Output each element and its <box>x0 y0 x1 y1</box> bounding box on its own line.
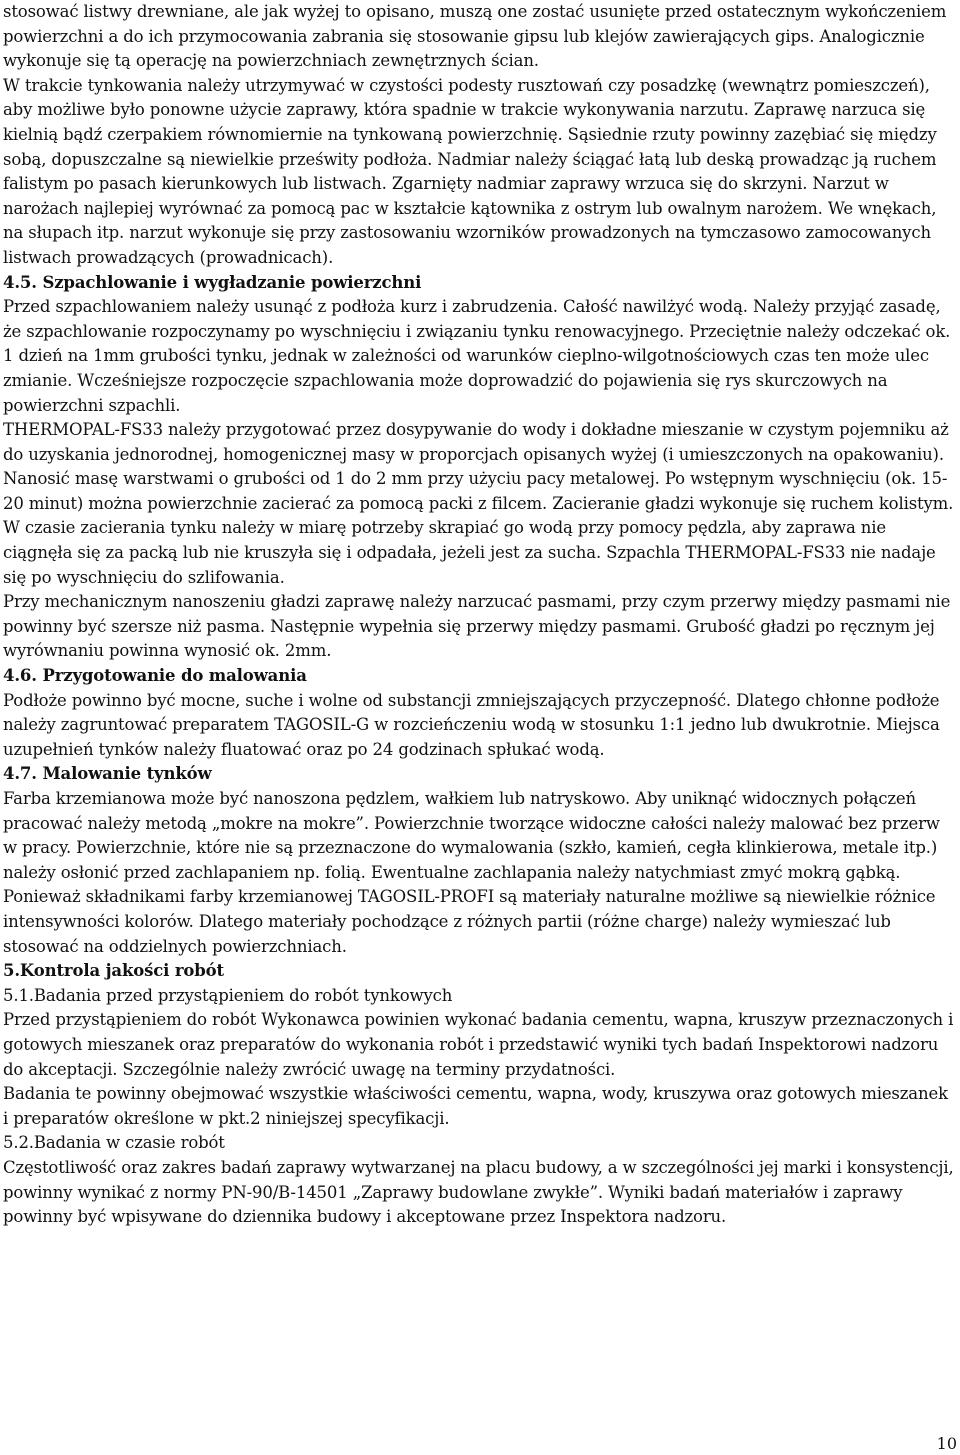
paragraph-before-puttying: Przed szpachlowaniem należy usunąć z podłoża kurz i zabrudzenia. Całość nawilżyć wodą. Należy przyjąć zasadę, że szpachlowanie rozpoczynamy po wyschnięciu i związaniu tynku renowacyjnego. Przeciętnie należy odczekać ok. 1 dzień na 1mm grubości tynku, jednak w zależności od warunków cieplno-wilgotnościowych czas ten może ulec zmianie. Wcześniejsze rozpoczęcie szpachlowania może doprowadzić do pojawienia się rys skurczowych na powierzchni szpachli. <box>3 297 951 415</box>
section-heading-5: 5.Kontrola jakości robót <box>3 961 224 981</box>
paragraph-pre-work-tests: Przed przystąpieniem do robót Wykonawca powinien wykonać badania cementu, wapna, kruszyw przeznaczonych i gotowych mieszanek oraz preparatów do wykonania robót i przedstawić wyniki tych badań Inspektorowi nadzoru do akceptacji. Szczególnie należy zwrócić uwagę na terminy przydatności. <box>3 1010 954 1079</box>
subsection-heading-5-1: 5.1.Badania przed przystąpieniem do robót tynkowych <box>3 985 453 1005</box>
paragraph-thermopal-preparation: THERMOPAL-FS33 należy przygotować przez dosypywanie do wody i dokładne mieszanie w czystym pojemniku aż do uzyskania jednorodnej, homogenicznej masy w proporcjach opisanych wyżej (i umieszczonych na opakowaniu). Nanosić masę warstwami o grubości od 1 do 2 mm przy użyciu pacy metalowej. Po wstępnym wyschnięciu (ok. 15-20 minut) można powierzchnie zacierać za pomocą packi z filcem. Zacieranie gładzi wykonuje się ruchem kolistym. W czasie zacierania tynku należy w miarę potrzeby skrapiać go wodą przy pomocy pędzla, aby zaprawa nie ciągnęła się za packą lub nie kruszyła się i odpadała, jeżeli jest za sucha. Szpachla THERMOPAL-FS33 nie nadaje się po wyschnięciu do szlifowania. <box>3 420 954 587</box>
paragraph-plastering-cleanliness: W trakcie tynkowania należy utrzymywać w czystości podesty rusztowań czy posadzkę (wewnątrz pomieszczeń), aby możliwe było ponowne użycie zaprawy, która spadnie w trakcie wykonywania narzutu. Zaprawę narzuca się kielnią bądź czerpakiem równomiernie na tynkowaną powierzchnię. Sąsiednie rzuty powinny zazębiać się między sobą, dopuszczalne są niewielkie prześwity podłoża. Nadmiar należy ściągać łatą lub deską prowadząc ją ruchem falistym po pasach kierunkowych lub listwach. Zgarnięty nadmiar zaprawy wrzuca się do skrzyni. Narzut w narożach najlepiej wyrównać za pomocą pac w kształcie kątownika z ostrym lub owalnym narożem. We wnękach, na słupach itp. narzut wykonuje się przy zastosowaniu wzorników prowadzonych na tymczasowo zamocowanych listwach prowadzących (prowadnicach). <box>3 75 937 267</box>
section-heading-4-5: 4.5. Szpachlowanie i wygładzanie powierzchni <box>3 272 422 292</box>
paragraph-mechanical-application: Przy mechanicznym nanoszeniu gładzi zaprawę należy narzucać pasmami, przy czym przerwy między pasmami nie powinny być szersze niż pasma. Następnie wypełnia się przerwy między pasmami. Grubość gładzi po ręcznym jej wyrównaniu powinna wynosić ok. 2mm. <box>3 592 951 661</box>
subsection-heading-5-2: 5.2.Badania w czasie robót <box>3 1133 225 1153</box>
paragraph-tests-during-work: Częstotliwość oraz zakres badań zaprawy wytwarzanej na placu budowy, a w szczególności jej marki i konsystencji, powinny wynikać z normy PN-90/B-14501 „Zaprawy budowlane zwykłe”. Wyniki badań materiałów i zaprawy powinny być wpisywane do dziennika budowy i akceptowane przez Inspektora nadzoru. <box>3 1157 954 1227</box>
paragraph-continuation: stosować listwy drewniane, ale jak wyżej to opisano, muszą one zostać usunięte przed ostatecznym wykończeniem powierzchni a do ich przymocowania zabrania się stosowanie gipsu lub klejów zawierających gips. Analogicznie wykonuje się tą operację na powierzchniach zewnętrznych ścian. <box>3 2 947 71</box>
section-heading-4-7: 4.7. Malowanie tynków <box>3 764 212 784</box>
paragraph-test-scope: Badania te powinny obejmować wszystkie właściwości cementu, wapna, wody, kruszywa oraz gotowych mieszanek i preparatów określone w pkt.2 niniejszej specyfikacji. <box>3 1084 948 1128</box>
document-page <box>3 0 957 1230</box>
page-number: 10 <box>936 1434 957 1453</box>
paragraph-surface-preparation: Podłoże powinno być mocne, suche i wolne od substancji zmniejszających przyczepność. Dlatego chłonne podłoże należy zagruntować preparatem TAGOSIL-G w rozcieńczeniu wodą w stosunku 1:1 jedno lub dwukrotnie. Miejsca uzupełnień tynków należy fluatować oraz po 24 godzinach spłukać wodą. <box>3 690 940 759</box>
section-heading-4-6: 4.6. Przygotowanie do malowania <box>3 666 307 686</box>
paragraph-painting: Farba krzemianowa może być nanoszona pędzlem, wałkiem lub natryskowo. Aby uniknąć widocznych połączeń pracować należy metodą „mokre na mokre”. Powierzchnie tworzące widoczne całości należy malować bez przerw w pracy. Powierzchnie, które nie są przeznaczone do wymalowania (szkło, kamień, cegła klinkierowa, metale itp.) należy osłonić przed zachlapaniem np. folią. Ewentualne zachlapania należy natychmiast zmyć mokrą gąbką. Ponieważ składnikami farby krzemianowej TAGOSIL-PROFI są materiały naturalne możliwe są niewielkie różnice intensywności kolorów. Dlatego materiały pochodzące z różnych partii (różne charge) należy wymieszać lub stosować na oddzielnych powierzchniach. <box>3 789 940 956</box>
